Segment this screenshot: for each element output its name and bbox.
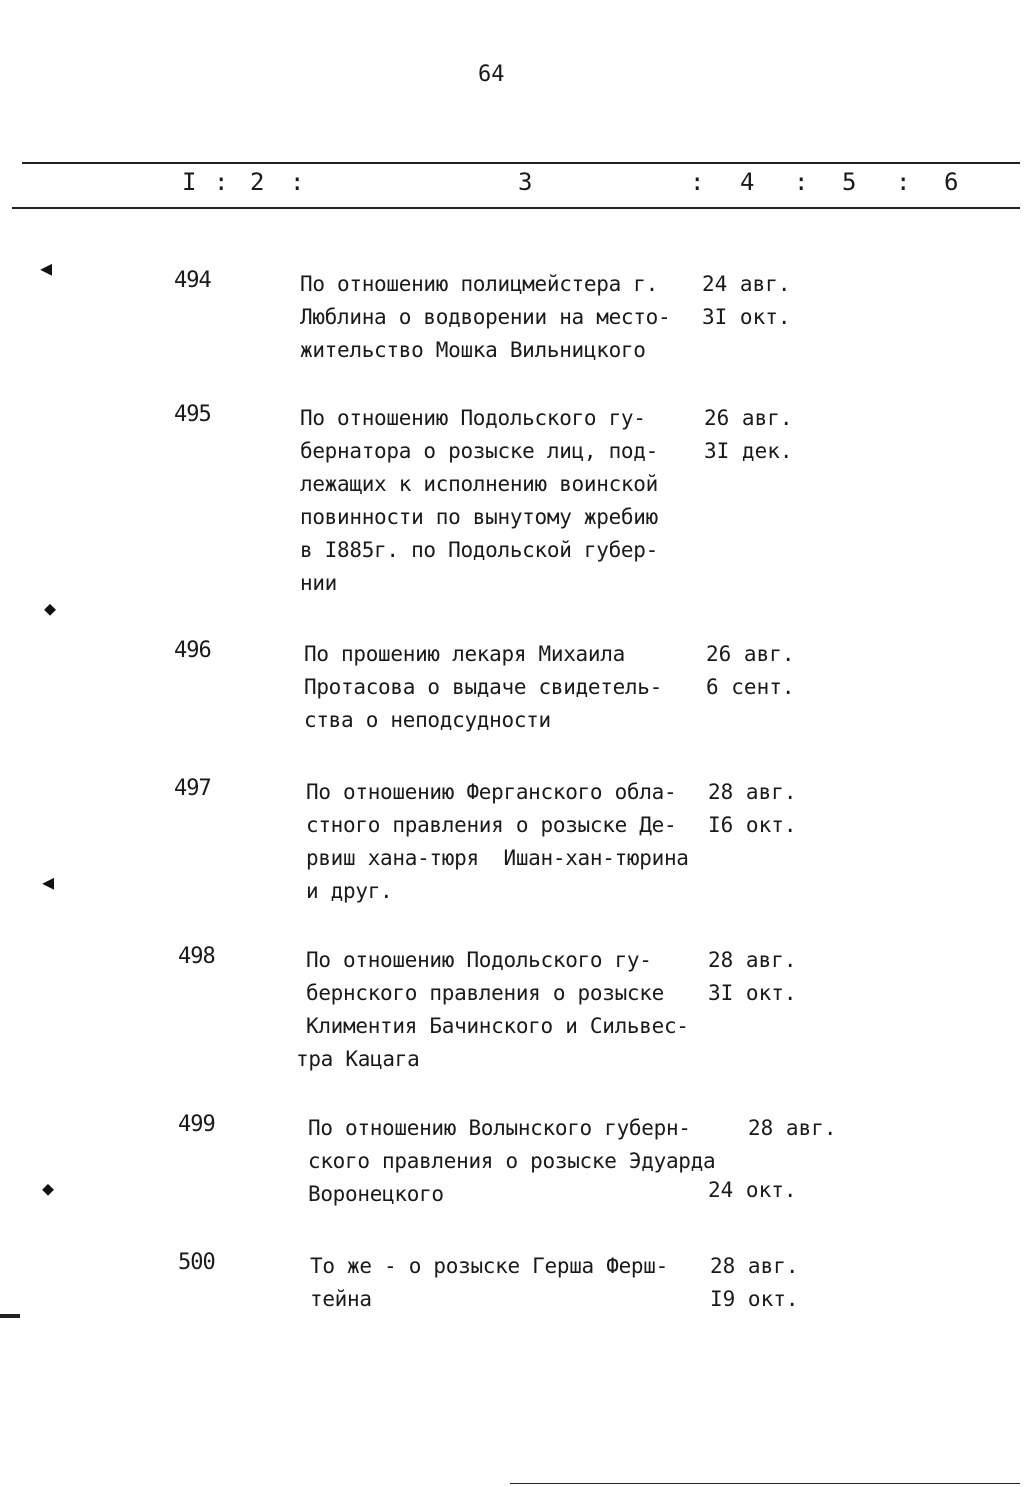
entry-number: 497 (174, 776, 211, 801)
entry-description (300, 402, 720, 600)
description-line: бернатора о розыске лиц, под- (300, 439, 658, 463)
header-sep: : (794, 168, 809, 196)
header-col-3: 3 (518, 168, 533, 196)
start-date: 24 авг. (702, 272, 791, 296)
description-line: повинности по вынутому жребию (300, 505, 658, 529)
description-line: По отношению Ферганского обла- (306, 780, 677, 804)
description-line: По отношению Подольского гу- (306, 948, 652, 972)
start-date: 26 авг. (706, 642, 795, 666)
end-date: 3I окт. (708, 981, 797, 1005)
description-line: в I885г. по Подольской губер- (300, 538, 658, 562)
description-line: стного правления о розыске Де- (306, 813, 677, 837)
entry-dates (708, 944, 797, 1010)
header-sep: : (896, 168, 911, 196)
description-line: и друг. (306, 879, 393, 903)
entry-dates (708, 776, 797, 842)
page-number: 64 (478, 62, 505, 87)
description-line: Протасова о выдаче свидетель- (304, 675, 662, 699)
end-date: 3I окт. (702, 305, 791, 329)
binder-mark-icon: ◀ (40, 256, 53, 280)
entry-dates (704, 402, 793, 468)
binder-mark-icon: ◆ (44, 596, 57, 620)
header-sep: : (290, 168, 305, 196)
entry-dates (706, 638, 795, 704)
description-line: По отношению Волынского губерн- (308, 1116, 691, 1140)
start-date: 28 авг. (710, 1254, 799, 1278)
end-date: I6 окт. (708, 813, 797, 837)
description-line: бернского правления о розыске (306, 981, 664, 1005)
description-line: По отношению полицмейстера г. (300, 272, 658, 296)
end-date: 24 окт. (708, 1178, 797, 1202)
header-col-4: 4 (740, 168, 755, 196)
end-date: 6 сент. (706, 675, 795, 699)
scan-edge-mark (0, 1314, 20, 1318)
start-date: 28 авг. (748, 1116, 837, 1140)
entry-description (300, 268, 720, 367)
entry-description (304, 638, 724, 737)
description-line: Воронецкого (308, 1182, 444, 1206)
binder-mark-icon: ◆ (42, 1176, 55, 1200)
description-line: По прошению лекаря Михаила (304, 642, 625, 666)
description-line: лежащих к исполнению воинской (300, 472, 658, 496)
entry-dates (702, 268, 791, 334)
end-date: I9 окт. (710, 1287, 799, 1311)
description-line: Климентия Бачинского и Сильвес- (306, 1014, 689, 1038)
entry-description (306, 776, 726, 908)
entry-dates (708, 1112, 837, 1202)
description-line: По отношению Подольского гу- (300, 406, 646, 430)
start-date: 28 авг. (708, 948, 797, 972)
entry-description (296, 944, 736, 1076)
entry-dates (710, 1250, 799, 1316)
header-col-2: 2 (250, 168, 265, 196)
description-line: жительство Мошка Вильницкого (300, 338, 646, 362)
entry-description (310, 1250, 730, 1316)
description-line: Люблина о водворении на место- (300, 305, 671, 329)
header-col-5: 5 (842, 168, 857, 196)
entry-description (308, 1112, 748, 1211)
header-sep: : (214, 168, 229, 196)
end-date: 3I дек. (704, 439, 793, 463)
binder-mark-icon: ◀ (42, 870, 55, 894)
header-col-1: I (182, 168, 197, 196)
footer-rule (510, 1483, 1020, 1484)
description-line: тейна (310, 1287, 372, 1311)
description-line: То же - о розыске Герша Ферш- (310, 1254, 668, 1278)
description-line: тра Кацага (296, 1047, 420, 1071)
header-bottom-rule (12, 207, 1020, 209)
description-line: ского правления о розыске Эдуарда (308, 1149, 716, 1173)
entry-number: 494 (174, 268, 211, 293)
entry-number: 498 (178, 944, 215, 969)
start-date: 26 авг. (704, 406, 793, 430)
entry-number: 496 (174, 638, 211, 663)
entry-number: 499 (178, 1112, 215, 1137)
description-line: ства о неподсудности (304, 708, 551, 732)
description-line: нии (300, 571, 338, 595)
start-date: 28 авг. (708, 780, 797, 804)
description-line: рвиш хана-тюря Ишан-хан-тюрина (306, 846, 689, 870)
header-col-6: 6 (944, 168, 959, 196)
entry-number: 500 (178, 1250, 215, 1275)
header-top-rule (22, 162, 1020, 164)
entry-number: 495 (174, 402, 211, 427)
header-sep: : (690, 168, 705, 196)
